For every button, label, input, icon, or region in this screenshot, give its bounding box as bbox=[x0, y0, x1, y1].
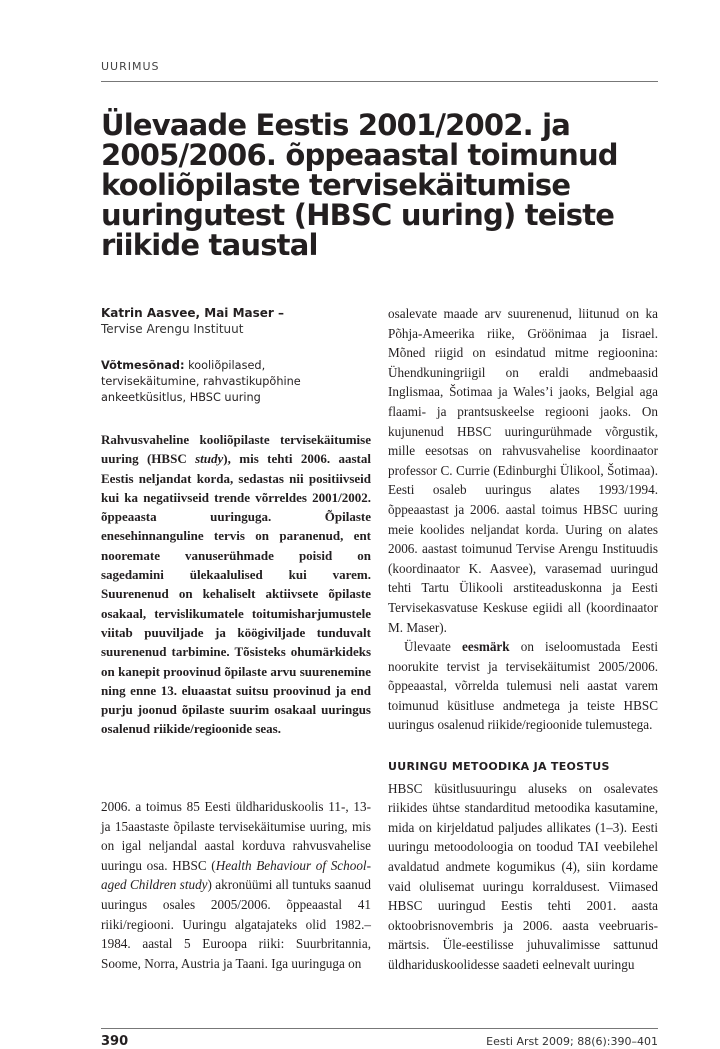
affiliation: Tervise Arengu Instituut bbox=[101, 322, 244, 336]
aim-bold: eesmärk bbox=[462, 639, 510, 655]
intro-text bbox=[101, 797, 371, 973]
article-title: Ülevaade Eestis 2001/2002. ja 2005/2006. õppeaastal toimunud kooliõpilaste tervisekäitumise uuringutest (HBSC uuring) teiste riikide taustal bbox=[101, 108, 618, 262]
keywords bbox=[101, 358, 363, 406]
page-number: 390 bbox=[101, 1034, 129, 1049]
abstract-paragraph bbox=[101, 430, 371, 739]
abstract bbox=[101, 430, 371, 739]
intro-text-1: 2006. a toimus 85 Eesti üldhariduskoolis 11-, 13- ja 15aastaste õpilaste tervisekäitumise uuring, mis on igal neljandal aastal korduva rahvusvahelise uuringu osa. HBSC ( bbox=[101, 799, 371, 873]
authors: Katrin Aasvee, Mai Maser – bbox=[101, 306, 284, 320]
right-paragraph-3: HBSC küsitlusuuringu aluseks on osalevates riikides ühtse standarditud metoodika kasutamine, mida on kirjeldatud paljudes allikates (1–3). Eesti uuringu metoodoloogia on toodud TAI veebilehel avaldatud andmete kogumikus (4), siin kordame vaid olulisemat uuringu korraldusest. Viimased HBSC uuringud Eestis tehti 2001. aasta oktoobrisnovembris ja 2006. aasta veebruaris-märtsis. Üle-eestilisse juhuvalimisse sattunud üldhariduskoolidesse saadeti eelnevalt uuringu bbox=[388, 780, 658, 972]
section-heading-methods: UURINGU METOODIKA JA TEOSTUS bbox=[388, 760, 610, 774]
footer-rule bbox=[101, 1028, 658, 1029]
right-paragraph-1: osalevate maade arv suurenenud, liitunud on ka Põhja-Ameerika riike, Gröönimaa ja Iisrael. Mõned riigid on esindatud mitme regioonina: Ühendkuningriigil on eraldi andmebaasid Inglismaa, Šotimaa ja Wales’i jaoks, Belgial aga flaami- ja prantsuskeelse regiooni jaoks. On kujunenud HBSC uuringurühmade võrgustik, mille eesotsas on rahvusvahelise koordinaator professor C. Currie (Edinburghi Ülikool, Šotimaa). Eesti osaleb uuringus alates 1993/1994. õppeaastast ja 2006. aastal toimus HBSC uuring meie koolides neljandat korda. Uuring on alates 2006. aastast toimunud Tervise Arengu Instituudis (koordinaator K. Aasvee), varasemad uuringud tehti Tartu Ülikooli arstiteaduskonna ja Eesti Tervisekasvatuse Keskuse egiidi all (koordinaator M. Maser). bbox=[388, 306, 658, 635]
abstract-text-1: Rahvusvaheline kooliõpilaste tervisekäitumise uuring (HBSC bbox=[101, 432, 371, 467]
aim-text-1: Ülevaate bbox=[404, 639, 462, 655]
section-label: UURIMUS bbox=[101, 60, 160, 73]
aim-text-2: on iseloomustada Eesti noorukite tervist ja tervisekäitumist 2005/2006. õppeaastal, võrrelda tulemusi neli aastat varem toimunud küsitluse andmetega ja teiste HBSC uuringus osalenud riikide/regioonide tulemustega. bbox=[388, 639, 659, 733]
header-rule bbox=[101, 81, 658, 82]
right-column bbox=[388, 304, 658, 975]
abstract-text-2: ), mis tehti 2006. aastal Eestis neljandat korda, sedastas nii positiivseid kui ka negatiivseid trende võrreldes 2001/2002. õppeaasta uuringuga. Õpilaste enesehinnanguline tervis on paranenud, ent nooremate vanuserühmade poisid on sagedamini ülekaalulised kui varem. Suurenenud on kehaliselt aktiivsete õpilaste osakaal, tervislikumatele toitumisharjumustele viitab puuviljade ja köögiviljade tunduvalt suurenenud tarbimine. Tõsisteks ohumärkideks on kanepit proovinud õpilaste arvu suurenemine ning enne 13. eluaastat suitsu proovinud ja end purju joonud õpilaste suurim osakaal uuringus osalenud riikide/regioonide seas. bbox=[101, 451, 371, 737]
abstract-italic: study bbox=[195, 451, 224, 467]
intro-italic: Health Behaviour of School-aged Children study bbox=[101, 857, 371, 893]
intro-text-2: ) akronüümi all tuntuks saanud uuringus osales 2005/2006. õppeaastal 41 riiki/regiooni. Uuringu algatajateks olid 1982.–1984. aastal 5 Euroopa riiki: Suurbritannia, Soome, Norra, Austria ja Taani. Iga uuringuga on bbox=[101, 877, 371, 971]
keywords-text: kooliõpilased, tervisekäitumine, rahvastikupõhine ankeetküsitlus, HBSC uuring bbox=[101, 359, 301, 404]
right-paragraph-2 bbox=[388, 637, 658, 735]
intro-paragraph bbox=[101, 797, 371, 973]
journal-reference: Eesti Arst 2009; 88(6):390–401 bbox=[486, 1035, 658, 1048]
keywords-label: Võtmesõnad: bbox=[101, 359, 185, 372]
